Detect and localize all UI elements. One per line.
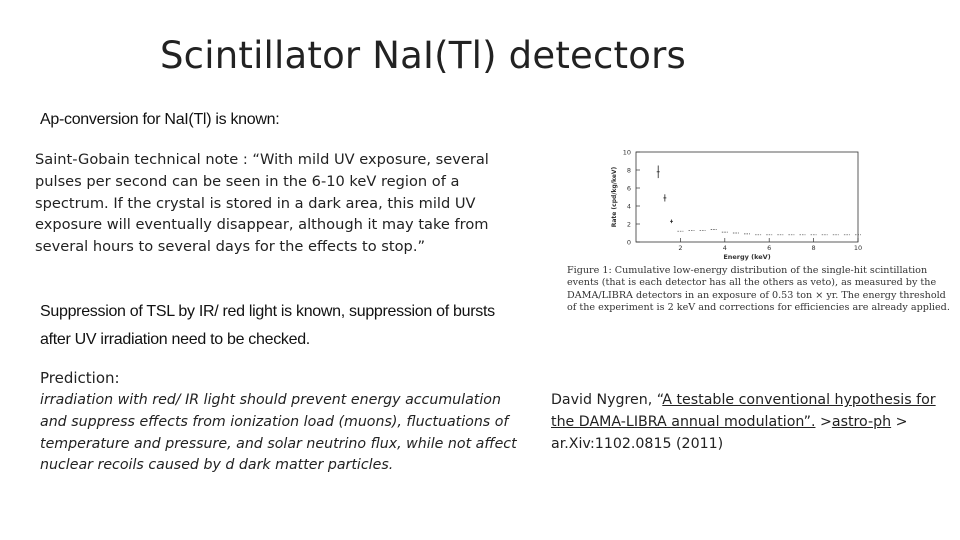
figure-caption-label: Figure 1: xyxy=(567,265,612,276)
y-tick-label: 6 xyxy=(626,184,631,193)
x-tick-label: 6 xyxy=(767,244,772,252)
y-tick-label: 2 xyxy=(626,220,631,229)
x-tick-label: 4 xyxy=(722,244,727,252)
figure-caption xyxy=(567,265,957,315)
prediction-label: Prediction: xyxy=(40,369,120,387)
rate-energy-plot xyxy=(606,146,866,264)
x-axis-label: Energy (keV) xyxy=(723,253,771,261)
paper-link[interactable]: A testable conventional hypothesis for the DAMA-LIBRA annual modulation”. xyxy=(551,392,936,430)
suppression-statement: Suppression of TSL by IR/ red light is known, suppression of bursts after UV irradiation need to be checked. xyxy=(40,303,495,348)
reference-author: David Nygren, “ xyxy=(551,392,663,408)
x-tick-label: 8 xyxy=(811,244,816,252)
ap-conversion-heading: Ap-conversion for NaI(Tl) is known: xyxy=(40,111,280,128)
y-axis-label: Rate (cpd/kg/keV) xyxy=(611,166,618,228)
slide-title: Scintillator NaI(Tl) detectors xyxy=(160,34,686,77)
astro-ph-link[interactable]: astro-ph xyxy=(831,413,892,430)
prediction-text: irradiation with red/ IR light should prevent energy accumulation and suppress effects from ionization load (muons), fluctuations of temperature and pressure, and solar neutrino flux, while not affect nuclear recoils caused by d dark matter particles. xyxy=(40,392,517,474)
y-tick-label: 0 xyxy=(626,238,631,247)
y-tick-label: 4 xyxy=(626,202,631,211)
x-tick-label: 10 xyxy=(853,244,863,252)
reference-separator: > xyxy=(815,413,832,430)
arxiv-id: > ar.Xiv:1102.0815 (2011) xyxy=(551,413,908,452)
plot-frame xyxy=(636,152,858,242)
x-tick-label: 2 xyxy=(678,244,683,252)
saint-gobain-note: Saint-Gobain technical note : “With mild UV exposure, several pulses per second can be seen in the 6-10 keV region of a spectrum. If the crystal is stored in a dark area, this mild UV exposure will eventually disappear, although it may take from several hours to several days for the effects to stop.” xyxy=(35,151,489,256)
figure-caption-text: Cumulative low-energy distribution of the single-hit scintillation events (that is each detector has all the others as veto), as measured by the DAMA/LIBRA detectors in an exposure of 0.53 ton × yr. The energy threshold of the experiment is 2 keV and corrections for efficiencies are already applied. xyxy=(567,265,950,314)
y-tick-label: 8 xyxy=(626,166,631,175)
y-tick-label: 10 xyxy=(622,148,631,157)
reference-citation xyxy=(551,390,956,455)
